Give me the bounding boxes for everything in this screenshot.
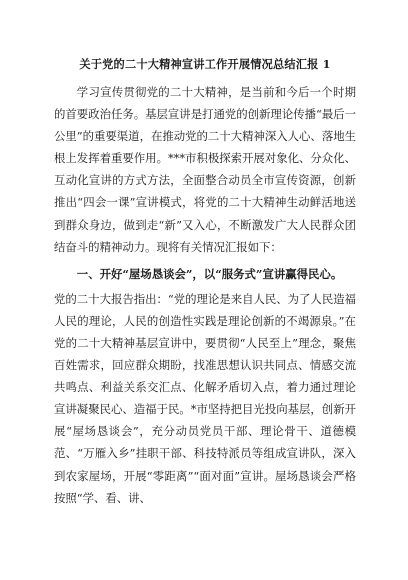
section-heading: 一、开好“屋场恳谈会”，以“服务式”宣讲赢得民心。 (76, 266, 343, 281)
document-title: 关于党的二十大精神宣讲工作开展情况总结汇报 1 (79, 57, 331, 71)
document-page (54, 56, 356, 509)
intro-paragraph: 学习宣传贯彻党的二十大精神，是当前和今后一个时期的首要政治任务。基层宣讲是打通党的创新理论传播“最后一公里”的重要渠道，在推动党的二十大精神深入人心、落地生根上发挥着重要作用。***市积极探索开展对象化、分众化、互动化宣讲的方式方法，全面整合动员全市宣传资源，创新推出“四会一课”宣讲模式，将党的二十大精神生动鲜活地送到群众身边，做到走“新”又入心，不断激发广大人民群众团结奋斗的精神动力。现将有关情况汇报如下： (54, 85, 356, 254)
section-paragraph: 党的二十大报告指出：“党的理论是来自人民、为了人民造福人民的理论，人民的创造性实践是理论创新的不竭源泉。”在党的二十大精神基层宣讲中，要贯彻“人民至上”理念，聚焦百姓需求，回应群众期盼，找准思想认识共同点、情感交流共鸣点、利益关系交汇点、化解矛盾切入点，着力通过理论宣讲凝聚民心、造福于民。*市坚持把目光投向基层，创新开展“屋场恳谈会”，充分动员党员干部、理论骨干、道德模范、“万雁入乡”挂职干部、科技特派员等组成宣讲队，深入到农家屋场，开展“零距离”“面对面”宣讲。屋场恳谈会严格按照“学、看、讲、 (54, 291, 356, 505)
